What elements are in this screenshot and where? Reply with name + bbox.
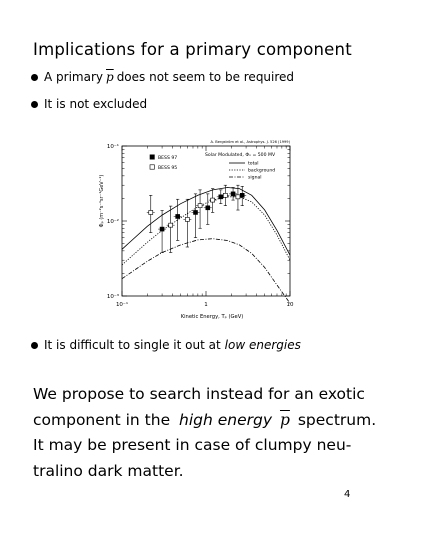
antiproton-symbol: $\overline{p}$ — [106, 70, 114, 84]
y-tick-label: 10⁻³ — [106, 294, 119, 300]
legend-line-label: signal — [248, 175, 262, 181]
antiproton-flux-figure — [95, 128, 310, 324]
y-tick-label: 10⁻² — [106, 219, 119, 225]
bullet-text-post: does not seem to be required — [116, 70, 295, 84]
paragraph-line-3: It may be present in case of clumpy neu- — [33, 436, 352, 454]
data-point-bess97 — [176, 214, 180, 218]
modulation-note: Solar Modulated, Φₓ = 500 MV — [205, 153, 276, 158]
data-point-bess95 — [149, 210, 153, 214]
data-point-bess97 — [231, 192, 235, 196]
data-point-bess95 — [169, 223, 173, 227]
bullet-text-pre: It is difficult to single it out at — [44, 338, 221, 352]
legend-line-label: total — [248, 161, 259, 167]
bullet-text-italic: low energies — [224, 338, 301, 352]
legend-marker-label: BESS 95 — [158, 165, 178, 171]
data-point-bess95 — [198, 204, 202, 208]
data-point-bess97 — [160, 227, 164, 231]
proposal-paragraph — [33, 382, 403, 484]
data-point-bess97 — [194, 210, 198, 214]
paragraph-line-2 — [33, 408, 403, 434]
bullet-difficult-low-energy — [31, 338, 301, 352]
curve-total — [122, 188, 290, 256]
y-axis-label: Φₚ (m⁻²s⁻¹sr⁻¹GeV⁻¹) — [99, 174, 105, 228]
data-point-bess95 — [211, 198, 215, 202]
legend-marker-filled — [150, 155, 154, 159]
line2-post: spectrum. — [297, 410, 377, 429]
x-tick-label: 1 — [204, 302, 208, 308]
data-point-bess97 — [206, 206, 210, 210]
x-tick-label: 10 — [286, 302, 294, 308]
legend-line-label: background — [248, 168, 276, 174]
legend-marker-label: BESS 97 — [158, 155, 178, 161]
data-point-bess95 — [223, 193, 227, 197]
bullet-icon — [31, 342, 38, 349]
y-tick-label: 10⁻¹ — [106, 144, 119, 150]
bullet-text: It is not excluded — [44, 97, 148, 111]
legend-marker-open — [150, 165, 154, 169]
bullet-text-pre: A primary — [44, 70, 103, 84]
x-axis-label: Kinetic Energy, Tₚ (GeV) — [180, 314, 244, 320]
antiproton-symbol: $\overline{p}$ — [279, 410, 290, 429]
line2-pre: component in the — [33, 410, 171, 429]
x-tick-label: 10⁻¹ — [115, 302, 129, 308]
data-point-bess95 — [185, 217, 189, 221]
bullet-icon — [31, 101, 38, 108]
data-point-bess95 — [236, 195, 240, 199]
bullet-icon — [31, 74, 38, 81]
figure-citation: A. Bergström et al., Astrophys. J. 526 (1999) — [210, 140, 290, 144]
paragraph-line-4: tralino dark matter. — [33, 461, 184, 480]
paragraph-line-1: We propose to search instead for an exotic — [33, 385, 365, 403]
line2-italic: high energy — [179, 410, 273, 429]
page-number: 4 — [344, 489, 351, 500]
slide-title: Implications for a primary component — [33, 40, 352, 59]
bullet-primary-not-required — [31, 70, 294, 84]
bullet-not-excluded — [31, 97, 147, 111]
